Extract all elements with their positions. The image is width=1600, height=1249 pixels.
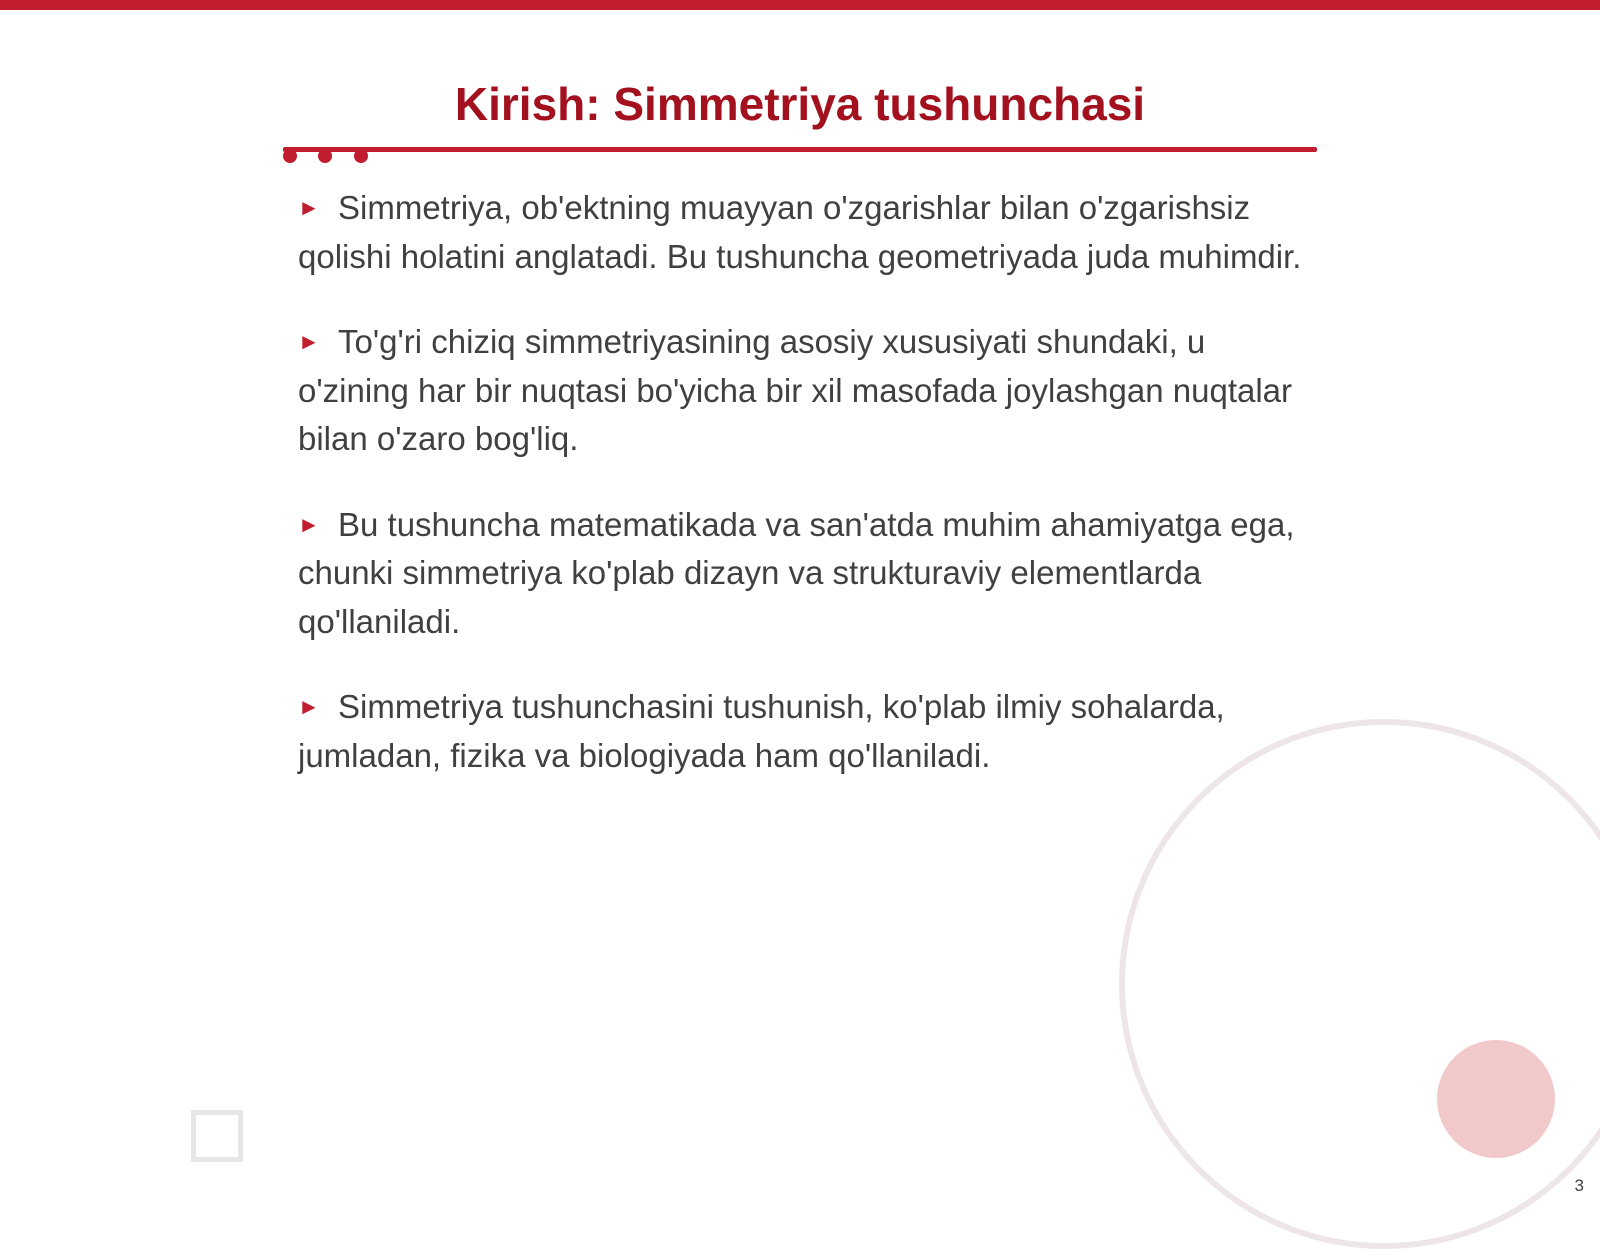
bullet-item-2 (298, 318, 1308, 464)
bullet-text: Bu tushuncha matematikada va san'atda muhim ahamiyatga ega, chunki simmetriya ko'plab dizayn va strukturaviy elementlarda qo'llaniladi. (298, 505, 1295, 640)
title-underline (283, 147, 1317, 152)
decor-dot-2 (318, 149, 332, 163)
bullet-text: Simmetriya tushunchasini tushunish, ko'plab ilmiy sohalarda, jumladan, fizika va biologiyada ham qo'llaniladi. (298, 688, 1225, 774)
decor-dot-3 (354, 149, 368, 163)
bullet-list (298, 184, 1308, 817)
triangle-bullet-icon: ► (298, 511, 320, 537)
decorative-square (191, 1110, 243, 1162)
bullet-item-4 (298, 683, 1308, 780)
decorative-disc (1437, 1040, 1555, 1158)
triangle-bullet-icon: ► (298, 195, 320, 220)
page-number: 3 (1574, 1176, 1584, 1195)
slide-title: Kirish: Simmetriya tushunchasi (454, 78, 1146, 130)
bullet-item-3 (298, 501, 1308, 647)
bullet-item-1 (298, 184, 1308, 281)
triangle-bullet-icon: ► (298, 694, 320, 719)
bullet-text: Simmetriya, ob'ektning muayyan o'zgarishlar bilan o'zgarishsiz qolishi holatini anglatadi. Bu tushuncha geometriyada juda muhimdir. (298, 189, 1302, 275)
decor-dot-1 (283, 149, 297, 163)
top-accent-bar (0, 0, 1600, 10)
bullet-text: To'g'ri chiziq simmetriyasining asosiy xususiyati shundaki, u o'zining har bir nuqtasi bo'yicha bir xil masofada joylashgan nuqtalar bilan o'zaro bog'liq. (298, 323, 1293, 457)
triangle-bullet-icon: ► (298, 329, 320, 354)
